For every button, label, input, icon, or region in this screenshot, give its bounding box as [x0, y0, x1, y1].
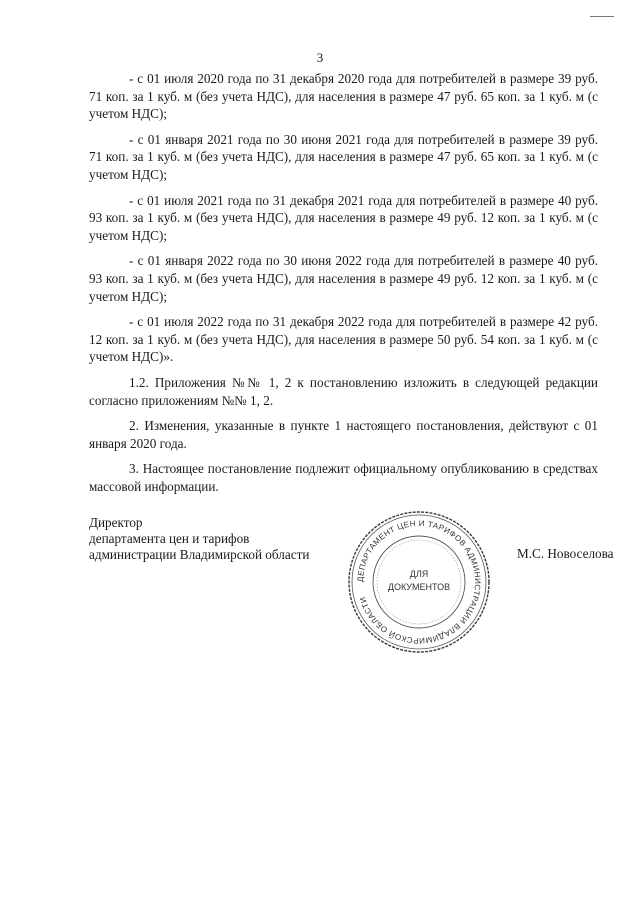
- seal-ring-text: ДЕПАРТАМЕНТ ЦЕН И ТАРИФОВ АДМИНИСТРАЦИИ ВЛАДИМИРСКОЙ ОБЛАСТИ: [355, 518, 483, 646]
- clause-3: 3. Настоящее постановление подлежит официальному опубликованию в средствах массовой информации.: [89, 461, 598, 494]
- tariff-item-jan-2022: - с 01 января 2022 года по 30 июня 2022 года для потребителей в размере 40 руб. 93 коп. за 1 куб. м (без учета НДС), для населения в размере 49 руб. 12 коп. за 1 куб. м (с учетом НДС);: [89, 253, 598, 304]
- document-body: [89, 70, 598, 503]
- official-seal-stamp: [344, 507, 494, 657]
- signatory-department: департамента цен и тарифов: [89, 531, 250, 546]
- page-number: 3: [316, 50, 324, 65]
- seal-center-line2: ДОКУМЕНТОВ: [387, 582, 451, 592]
- clause-2: 2. Изменения, указанные в пункте 1 настоящего постановления, действуют с 01 января 2020 года.: [89, 418, 598, 451]
- signatory-administration: администрации Владимирской области: [89, 547, 310, 562]
- tariff-item-jul-2021: - с 01 июля 2021 года по 31 декабря 2021 года для потребителей в размере 40 руб. 93 коп. за 1 куб. м (без учета НДС), для населения в размере 49 руб. 12 коп. за 1 куб. м (с учетом НДС);: [89, 192, 598, 243]
- tariff-item-jul-2020: - с 01 июля 2020 года по 31 декабря 2020 года для потребителей в размере 39 руб. 71 коп. за 1 куб. м (без учета НДС), для населения в размере 47 руб. 65 коп. за 1 куб. м (с учетом НДС);: [89, 71, 598, 122]
- corner-mark: [590, 16, 614, 17]
- signer-name: М.С. Новоселова: [517, 546, 614, 561]
- tariff-item-jul-2022: - с 01 июля 2022 года по 31 декабря 2022 года для потребителей в размере 42 руб. 12 коп. за 1 куб. м (без учета НДС), для населения в размере 50 руб. 54 коп. за 1 куб. м (с учетом НДС)».: [89, 314, 598, 365]
- tariff-item-jan-2021: - с 01 января 2021 года по 30 июня 2021 года для потребителей в размере 39 руб. 71 коп. за 1 куб. м (без учета НДС), для населения в размере 47 руб. 65 коп. за 1 куб. м (с учетом НДС);: [89, 131, 598, 182]
- seal-center-line1: ДЛЯ: [409, 569, 429, 579]
- seal-icon: [344, 507, 494, 657]
- signatory-position: Директор: [89, 515, 143, 530]
- clause-1-2: 1.2. Приложения №№ 1, 2 к постановлению изложить в следующей редакции согласно приложениям №№ 1, 2.: [89, 374, 598, 408]
